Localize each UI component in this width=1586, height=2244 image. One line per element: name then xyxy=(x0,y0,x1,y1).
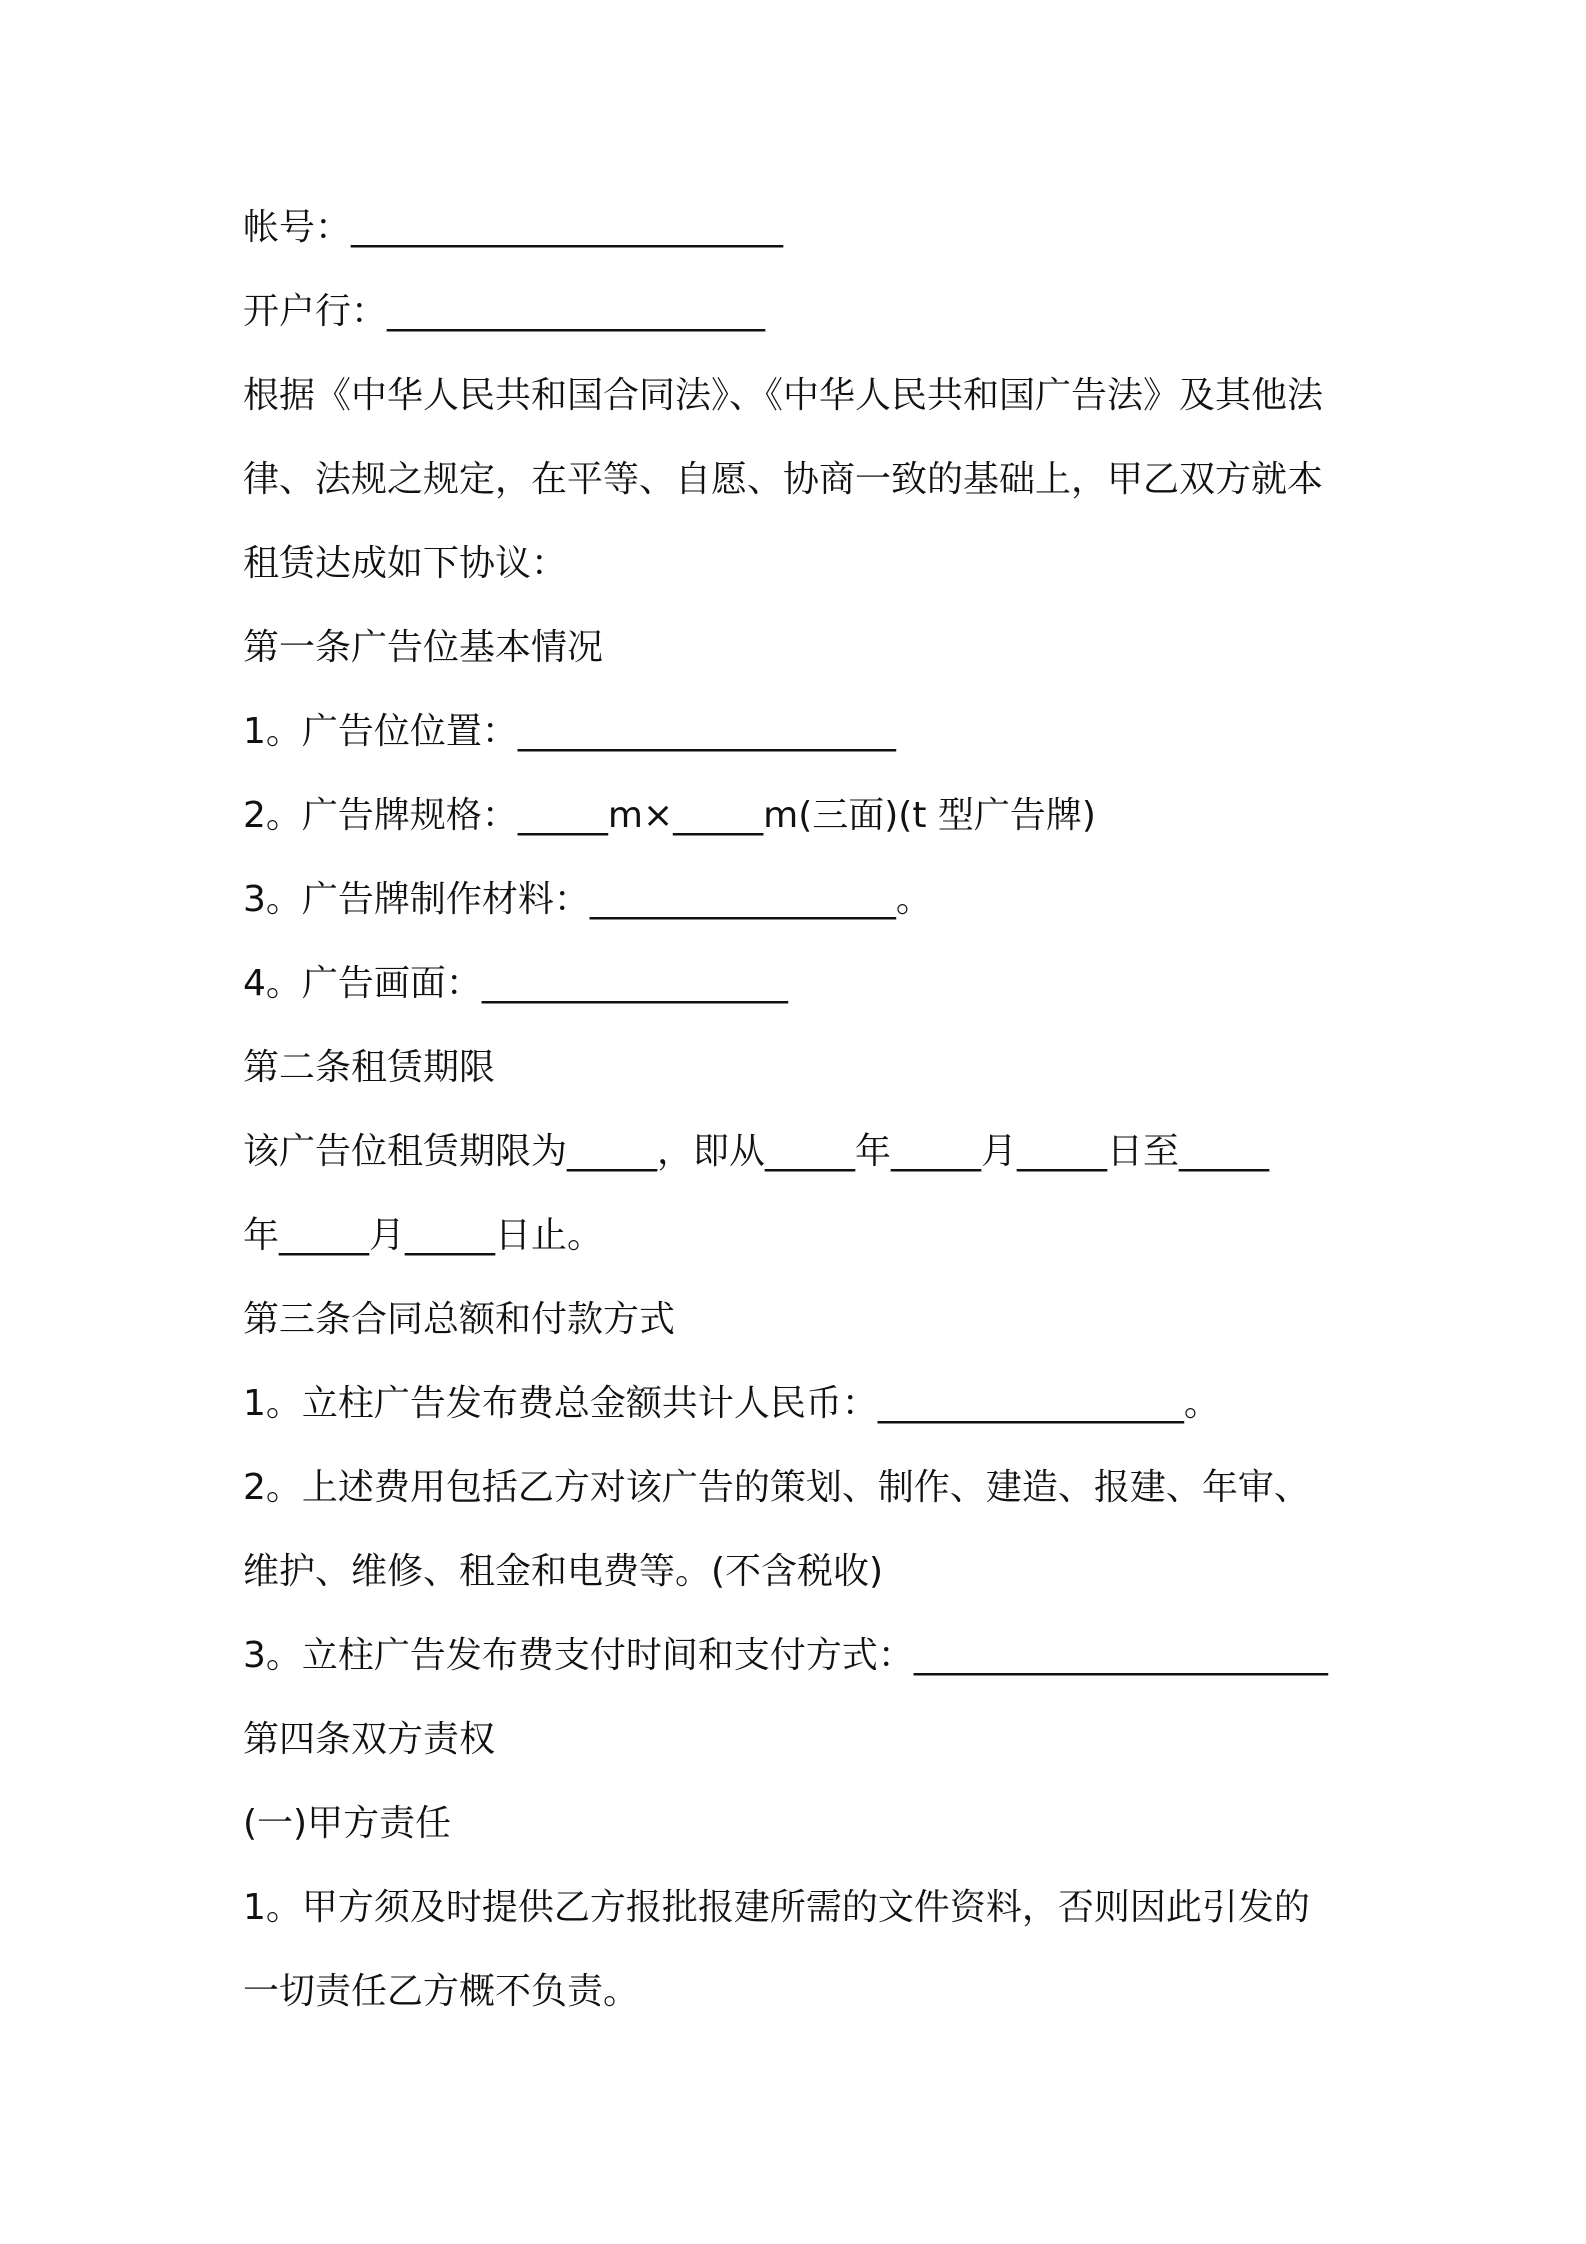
article-3-item-2-line-1: 2。上述费用包括乙方对该广告的策划、制作、建造、报建、年审、 xyxy=(243,1467,1310,1508)
bank-line: 开户行：_____________________ xyxy=(243,291,766,332)
article-1-item-4: 4。广告画面：_________________ xyxy=(243,963,788,1004)
party-a-heading: (一)甲方责任 xyxy=(243,1803,452,1844)
article-2-line-1: 该广告位租赁期限为_____，即从_____年_____月_____日至_____ xyxy=(243,1131,1270,1172)
article-3-heading: 第三条合同总额和付款方式 xyxy=(243,1299,676,1340)
preamble-line-3: 租赁达成如下协议： xyxy=(243,543,568,584)
article-4-heading: 第四条双方责权 xyxy=(243,1719,496,1760)
article-3-item-1: 1。立柱广告发布费总金额共计人民币：_________________。 xyxy=(243,1383,1220,1424)
article-1-item-3: 3。广告牌制作材料：_________________。 xyxy=(243,879,932,920)
party-a-item-1-line-2: 一切责任乙方概不负责。 xyxy=(243,1971,640,2012)
article-1-item-1: 1。广告位位置：_____________________ xyxy=(243,711,896,752)
article-2-line-2: 年_____月_____日止。 xyxy=(243,1215,604,1256)
preamble-line-2: 律、法规之规定，在平等、自愿、协商一致的基础上，甲乙双方就本 xyxy=(243,459,1324,500)
article-1-item-2: 2。广告牌规格：_____m×_____m(三面)(t 型广告牌) xyxy=(243,795,1096,836)
preamble-line-1: 根据《中华人民共和国合同法》、《中华人民共和国广告法》及其他法 xyxy=(243,375,1324,416)
article-1-heading: 第一条广告位基本情况 xyxy=(243,627,604,668)
article-2-heading: 第二条租赁期限 xyxy=(243,1047,496,1088)
party-a-item-1-line-1: 1。甲方须及时提供乙方报批报建所需的文件资料，否则因此引发的 xyxy=(243,1887,1310,1928)
account-number-line: 帐号：________________________ xyxy=(243,207,784,248)
article-3-item-2-line-2: 维护、维修、租金和电费等。(不含税收) xyxy=(243,1551,884,1592)
article-3-item-3: 3。立柱广告发布费支付时间和支付方式：_______________________ xyxy=(243,1635,1328,1676)
